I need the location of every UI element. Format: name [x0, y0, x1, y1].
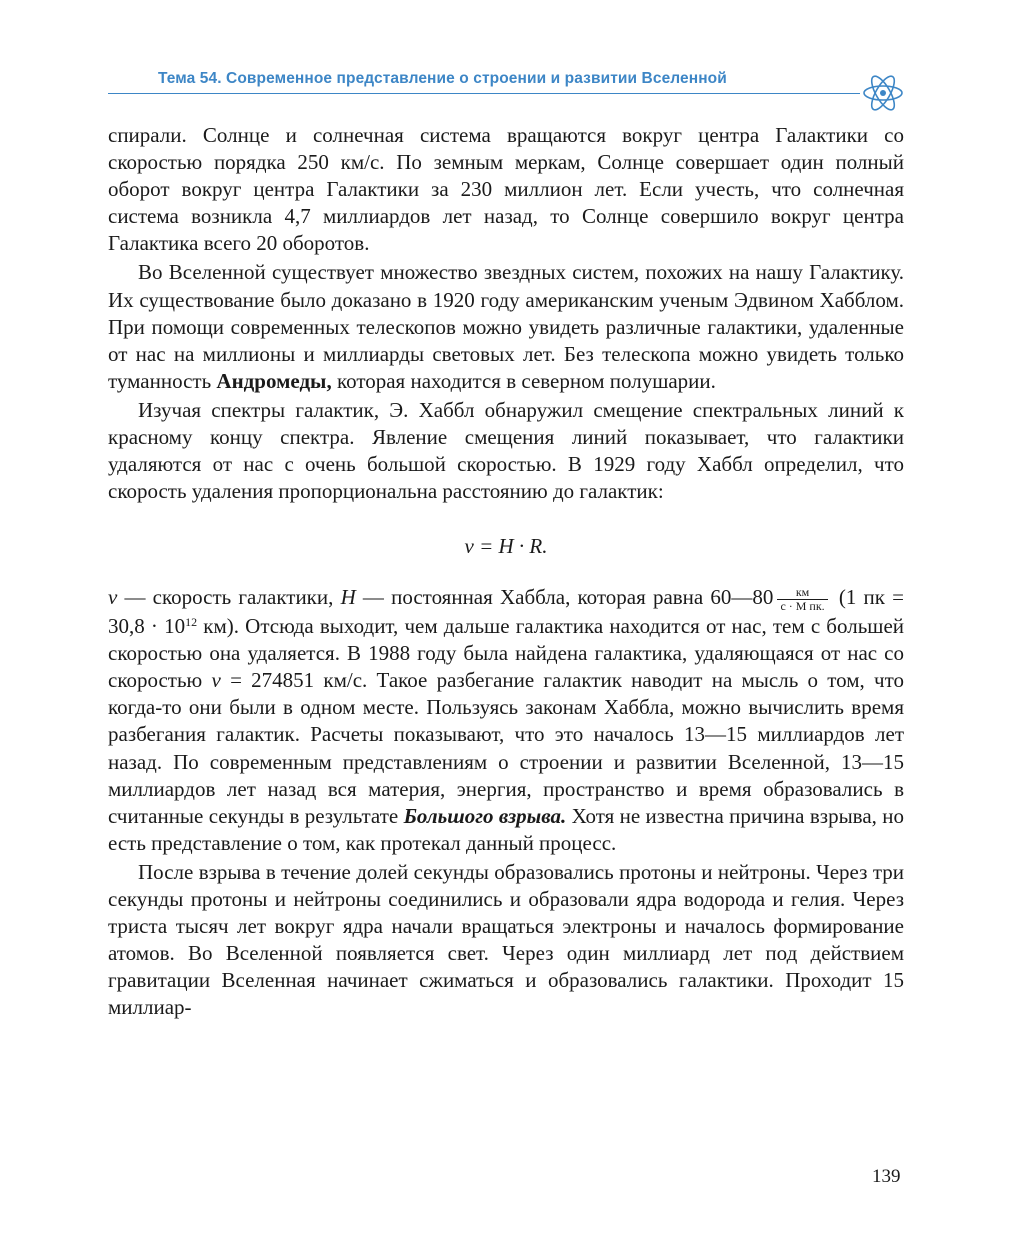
unit-fraction: $\frac{км}{\text{с · М пк.}}$ — [777, 586, 827, 613]
header-rule — [108, 93, 860, 94]
paragraph-1: спирали. Солнце и солнечная система вращаются вокруг центра Галактики со скоростью порядка 250 км/с. По земным меркам, Солнце совершает один полный оборот вокруг центра Галактики за 230 миллион лет. Если учесть, что солнечная система возникла 4,7 миллиардов лет назад, то Солнце совершило вокруг центра Галактика всего 20 оборотов. — [108, 123, 904, 256]
page-body — [108, 122, 904, 1022]
atom-icon — [860, 72, 906, 112]
running-header — [108, 66, 908, 106]
term-andromeda: Андромеды, — [216, 368, 332, 393]
term-big-bang: Большого взрыва. — [403, 803, 567, 828]
paragraph-3: Изучая спектры галактик, Э. Хаббл обнаружил смещение спектральных линий к красному концу спектра. Явление смещения линий показывает, что галактики удаляются от нас с очень большой скоростью. В 1929 году Хаббл определил, что скорость удаления пропорциональна расстоянию до галактик: — [108, 397, 904, 504]
hubble-formula: v = H · R. — [464, 534, 548, 559]
header-title: Тема 54. Современное представление о строении и развитии Вселенной — [158, 70, 727, 87]
paragraph-5: После взрыва в течение долей секунды образовались протоны и нейтроны. Через три секунды протоны и нейтроны соединились и образовали ядра водорода и гелия. Через триста тысяч лет вокруг ядра начали вращаться электроны и началось формирование атомов. Во Вселенной появляется свет. Через один миллиард лет под действием гравитации Вселенная начинает сжиматься и образовались галактики. Проходит 15 миллиар- — [108, 859, 904, 1020]
paragraph-4: v — скорость галактики, H — постоянная Хаббла, которая равна 60—80 $\frac{км}{\text{с · М пк.}}$ (1 пк = $30,8 \cdot 10^{12}$ км). Отсюда выходит, чем дальше галактика находится от нас, тем с большей скоростью она удаляется. В 1988 году была найдена галактика, удаляющаяся от нас со скоростью v = 274851 км/с. Такое разбегание галактик наводит на мысль о том, что когда-то они были в одном месте. Пользуясь законам Хаббла, можно вычислить время разбегания галактик. Расчеты показывают, что это началось 13—15 миллиардов лет назад. По современным представлениям о строении и развитии Вселенной, 13—15 миллиардов лет назад вся материя, энергия, пространство и время образовались в считанные секунды в результате Большого взрыва. Хотя не известна причина взрыва, но есть представление о том, как протекал данный процесс. — [108, 585, 905, 855]
page-number: 139 — [872, 1166, 901, 1187]
paragraph-2: Во Вселенной существует множество звездных систем, похожих на нашу Галактику. Их существование было доказано в 1920 году американским ученым Эдвином Хабблом. При помощи современных телескопов можно увидеть различные галактики, удаленные от нас на миллионы и миллиарды световых лет. Без телескопа можно увидеть только туманность Андромеды, которая находится в северном полушарии. — [108, 260, 904, 393]
